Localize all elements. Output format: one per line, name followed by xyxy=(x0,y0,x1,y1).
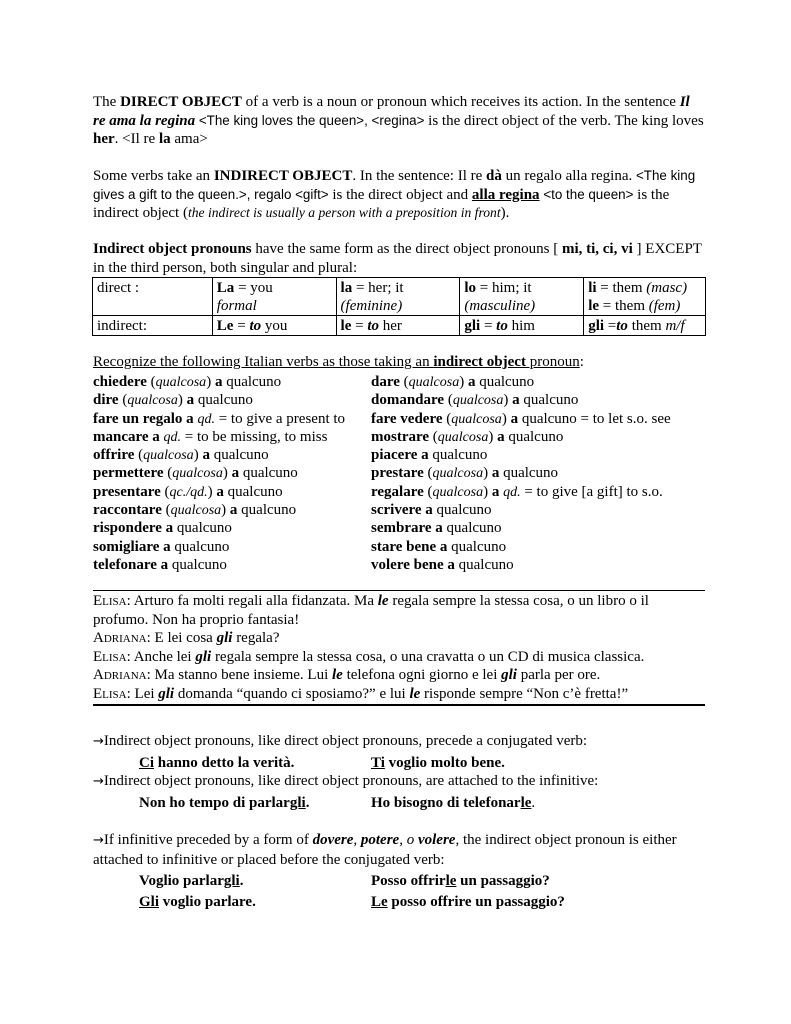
note: (fem) xyxy=(648,298,681,314)
bold-word: la xyxy=(158,131,171,147)
table-cell xyxy=(212,278,336,316)
preposition: a xyxy=(510,410,519,427)
verb: chiedere xyxy=(93,374,147,390)
verb: telefonare a xyxy=(93,556,169,573)
example: Non ho tempo di parlar xyxy=(139,794,290,811)
verb: stare bene a xyxy=(371,538,448,555)
text: qualcuno xyxy=(237,502,297,519)
verb: permettere xyxy=(93,465,164,482)
meaning: = them xyxy=(599,298,649,314)
object-note: qualcosa xyxy=(408,375,460,390)
text: is the direct object of the verb. The king loves xyxy=(424,112,704,129)
text: is the direct object and xyxy=(328,186,472,203)
text: qualcuno xyxy=(442,520,502,537)
text: qualcuno xyxy=(173,520,232,537)
text: have the same form as the direct object pronouns [ xyxy=(251,241,562,257)
pronoun: le xyxy=(445,873,457,889)
object-note: qualcosa xyxy=(170,503,222,519)
verb: volere xyxy=(417,832,456,848)
pronoun: le xyxy=(377,593,389,609)
text: = xyxy=(351,318,368,334)
text: . In the sentence: Il re xyxy=(352,168,487,184)
text: ( xyxy=(161,502,171,519)
translation: <The king gives a gift to the queen.>, regalo <gift> xyxy=(93,168,696,202)
pronoun: gli xyxy=(289,794,306,811)
text: ( xyxy=(444,392,453,409)
preposition: a xyxy=(229,502,238,519)
verb: mancare a xyxy=(93,428,160,445)
meaning: = you xyxy=(234,280,273,296)
text: ( xyxy=(163,465,173,482)
text: . xyxy=(239,873,244,889)
verb: volere bene a xyxy=(371,556,455,573)
text: : Anche lei xyxy=(126,648,196,665)
verb: sembrare a xyxy=(371,520,443,537)
text: ) xyxy=(483,465,492,482)
meaning: you xyxy=(261,318,288,334)
text: qualcuno xyxy=(209,447,269,464)
preposition: a xyxy=(491,483,500,500)
verb: raccontare xyxy=(93,502,162,519)
text: ) xyxy=(206,374,215,390)
example-sentence: Il re ama la regina xyxy=(93,94,690,129)
speaker: Adriana xyxy=(93,630,147,646)
text: Some verbs take an xyxy=(93,168,214,184)
bold-term: DIRECT OBJECT xyxy=(120,94,242,110)
preposition: a xyxy=(512,392,520,409)
table-cell xyxy=(336,278,460,316)
preposition: a xyxy=(202,447,210,464)
text: ( xyxy=(399,374,409,390)
text: regala? xyxy=(232,630,280,646)
dialogue-box xyxy=(93,590,705,706)
text: regala sempre la stessa cosa, o una cravatta o un CD di musica classica. xyxy=(211,648,645,665)
text: pronoun xyxy=(525,354,580,370)
object-note: qualcosa xyxy=(452,393,504,409)
text: . xyxy=(531,794,536,811)
table-cell xyxy=(93,278,213,316)
speaker: Elisa xyxy=(93,593,127,609)
text: . xyxy=(305,794,310,811)
meaning: her xyxy=(379,318,402,334)
text: qualcuno xyxy=(519,392,579,409)
text: = to give a present to xyxy=(214,410,346,427)
text: o xyxy=(406,832,415,848)
example: Posso offrir xyxy=(371,873,446,889)
note: m/f xyxy=(665,318,685,334)
object-note: qd. xyxy=(197,411,215,427)
translation: <The king loves the queen>, <regina> xyxy=(198,112,425,128)
object-note: qualcosa xyxy=(451,411,502,427)
verb: dovere xyxy=(312,832,354,848)
pronoun: gli xyxy=(464,318,481,334)
pronoun: le xyxy=(588,298,600,314)
list-item xyxy=(93,483,705,501)
text: ] EXCEPT in the third person, both singular and plural: xyxy=(93,241,702,276)
table-row xyxy=(93,278,706,316)
list-item xyxy=(93,556,705,574)
text: domanda “quando ci sposiamo?” e lui xyxy=(174,685,410,702)
table-cell xyxy=(584,316,706,336)
meaning: them xyxy=(627,318,666,334)
table-row xyxy=(93,316,706,336)
text: ) xyxy=(459,374,468,390)
pronoun-table xyxy=(92,277,706,336)
text: ) xyxy=(177,392,187,409)
list-item xyxy=(93,446,705,464)
example-row xyxy=(93,872,705,891)
speaker: Elisa xyxy=(93,648,127,665)
example: Ho bisogno di telefonar xyxy=(371,794,521,811)
example: un passaggio? xyxy=(456,873,550,889)
example: Voglio parlar xyxy=(139,873,224,889)
preposition: a xyxy=(186,392,195,409)
verb: somigliare a xyxy=(93,538,171,555)
pronoun: gli xyxy=(501,667,517,683)
text: Indirect object pronouns, like direct object pronouns, precede a conjugated verb: xyxy=(103,733,588,749)
recognize-heading xyxy=(93,353,705,372)
pronoun-list: mi, ti, ci, vi xyxy=(561,241,633,257)
text: : xyxy=(579,354,584,370)
text: qualcuno xyxy=(223,483,283,500)
dialogue-line xyxy=(93,592,705,629)
list-item xyxy=(93,501,705,519)
text: ) xyxy=(207,483,217,500)
text: risponde sempre “Non c’è fretta!” xyxy=(420,685,629,702)
text: qualcuno xyxy=(194,392,253,409)
pronoun: gli xyxy=(223,873,240,889)
list-item xyxy=(93,464,705,482)
bold-word: her xyxy=(93,131,115,147)
text: qualcuno xyxy=(447,538,507,555)
object-note: qd. xyxy=(503,484,521,500)
bold-word: dà xyxy=(486,168,502,184)
verb: prestare xyxy=(371,465,424,482)
text: , xyxy=(353,832,361,848)
text: qualcuno xyxy=(222,374,282,390)
pronoun: le xyxy=(520,794,532,811)
text: ( xyxy=(423,483,433,500)
table-cell xyxy=(460,316,584,336)
meaning: = her; it xyxy=(352,280,404,296)
preposition: to xyxy=(616,318,628,334)
text: The xyxy=(93,94,121,110)
dialogue-line xyxy=(93,666,705,685)
note: (feminine) xyxy=(340,298,403,314)
list-item xyxy=(93,410,705,428)
pronoun: le xyxy=(332,667,343,683)
note: (masculine) xyxy=(464,298,536,314)
text: , the indirect object pronoun is either attached to infinitive or placed before the conjugated verb: xyxy=(93,832,677,868)
text: If infinitive preceded by a form of xyxy=(103,832,313,848)
table-cell xyxy=(93,316,213,336)
object-note: qc./qd. xyxy=(169,484,208,500)
text: Recognize the following Italian verbs as those taking an xyxy=(93,354,434,370)
table-cell xyxy=(336,316,460,336)
preposition: a xyxy=(467,374,476,390)
verb: presentare xyxy=(93,483,161,500)
preposition: a xyxy=(216,483,224,500)
meaning: = him; it xyxy=(476,280,532,296)
object-note: qualcosa xyxy=(432,484,484,500)
text: ( xyxy=(146,374,156,390)
text: is the indirect object ( xyxy=(93,186,670,221)
dialogue-line xyxy=(93,629,705,648)
example: hanno detto la verità. xyxy=(154,754,295,771)
text: ) xyxy=(221,502,230,519)
pronoun: la xyxy=(340,280,353,296)
object-note: qualcosa xyxy=(155,375,207,390)
pronoun: le xyxy=(340,318,352,334)
text: ) xyxy=(501,410,511,427)
table-cell xyxy=(212,316,336,336)
pronoun: gli xyxy=(216,630,233,646)
text: = xyxy=(233,318,250,334)
list-item xyxy=(93,428,705,446)
text: parla per ore. xyxy=(516,667,601,683)
text: = to give [a gift] to s.o. xyxy=(520,483,663,500)
text: telefona ogni giorno e lei xyxy=(342,667,502,683)
text: ) xyxy=(193,447,203,464)
text: qualcuno xyxy=(428,447,488,464)
rule-line xyxy=(93,772,705,792)
preposition: a xyxy=(231,465,240,482)
example: voglio parlare. xyxy=(159,893,256,910)
pronoun: Gli xyxy=(139,893,160,910)
list-item xyxy=(93,538,705,556)
verb-list xyxy=(93,373,705,574)
example-row xyxy=(93,794,705,813)
note: formal xyxy=(216,298,257,314)
list-item xyxy=(93,519,705,537)
pronoun: Le xyxy=(216,318,234,334)
preposition: to xyxy=(367,318,380,334)
text: un regalo alla regina. xyxy=(501,168,636,184)
pronoun: Ci xyxy=(139,754,154,771)
object-note: qualcosa xyxy=(437,429,489,445)
text: of a verb is a noun or pronoun which receives its action. In the sentence xyxy=(241,94,680,110)
text: : Arturo fa molti regali alla fidanzata. Ma xyxy=(126,593,378,609)
verb: scrivere a xyxy=(371,502,433,519)
arrow-icon: → xyxy=(93,833,104,848)
text: ( xyxy=(118,392,128,409)
bold-term: indirect object xyxy=(433,354,526,370)
verb: offrire xyxy=(93,447,135,464)
text: ) xyxy=(503,392,513,409)
list-item xyxy=(93,391,705,409)
rules-section xyxy=(93,732,705,911)
object-note: qd. xyxy=(163,429,182,445)
dialogue-line xyxy=(93,685,705,704)
text: qualcuno xyxy=(504,428,564,445)
pronoun: La xyxy=(216,280,235,296)
text: qualcuno xyxy=(475,374,535,390)
text: qualcuno xyxy=(454,556,514,573)
text: ( xyxy=(442,410,452,427)
list-item xyxy=(93,373,705,391)
pronoun: gli xyxy=(588,318,605,334)
text: qualcuno = to let s.o. see xyxy=(518,410,671,427)
example: posso offrire un passaggio? xyxy=(387,893,565,910)
text: qualcuno xyxy=(499,465,559,482)
preposition: to xyxy=(249,318,262,334)
verb: rispondere a xyxy=(93,520,174,537)
text: ama> xyxy=(170,131,208,147)
arrow-icon: → xyxy=(93,734,104,749)
text: ). xyxy=(500,205,510,221)
table-cell xyxy=(584,278,706,316)
pronoun: le xyxy=(409,685,421,702)
meaning: him xyxy=(507,318,535,334)
rule-line xyxy=(93,732,705,752)
verb: dare xyxy=(371,374,400,390)
text: ( xyxy=(429,428,438,445)
example-row xyxy=(93,893,705,912)
text: ( xyxy=(160,483,170,500)
text: : Ma stanno bene insieme. Lui xyxy=(146,667,332,683)
example: voglio molto bene. xyxy=(384,754,505,771)
text: ) xyxy=(488,428,498,445)
dialogue-line xyxy=(93,648,705,667)
preposition: a xyxy=(214,374,223,390)
example-row xyxy=(93,754,705,773)
underlined-phrase: alla regina xyxy=(471,186,540,203)
object-note: qualcosa xyxy=(127,393,178,409)
text: : E lei cosa xyxy=(146,630,217,646)
text: = xyxy=(604,318,617,334)
verb: piacere a xyxy=(371,447,429,464)
text: Indirect object pronouns, like direct object pronouns, are attached to the infinitive: xyxy=(103,773,599,789)
text: ) xyxy=(483,483,492,500)
text: , xyxy=(399,832,407,848)
verb: potere xyxy=(360,832,400,848)
preposition: a xyxy=(497,428,505,445)
cell-label: indirect: xyxy=(97,318,147,334)
pronoun: gli xyxy=(158,685,175,702)
pronoun: gli xyxy=(195,648,212,665)
text: . <Il re xyxy=(114,131,159,147)
note: (masc) xyxy=(646,280,688,296)
speaker: Adriana xyxy=(93,667,147,683)
verb: fare vedere xyxy=(371,410,443,427)
text: qualcuno xyxy=(170,538,230,555)
object-note: qualcosa xyxy=(143,448,194,464)
text: ( xyxy=(134,447,144,464)
text: qualcuno xyxy=(432,502,492,519)
verb: regalare xyxy=(371,483,424,500)
text: ) xyxy=(222,465,232,482)
translation: <to the queen> xyxy=(543,186,634,202)
preposition: to xyxy=(496,318,508,334)
cell-label: direct : xyxy=(97,280,140,296)
text: = to be missing, to miss xyxy=(181,428,328,445)
pronoun: Ti xyxy=(371,754,385,771)
text: regala sempre la stessa cosa, o un libro o il profumo. Non ha proprio fantasia! xyxy=(93,593,649,628)
bold-term: INDIRECT OBJECT xyxy=(213,168,353,184)
verb: fare un regalo a xyxy=(93,410,194,427)
italic-note: the indirect is usually a person with a preposition in front xyxy=(187,205,501,220)
object-note: qualcosa xyxy=(432,466,484,482)
bold-term: Indirect object pronouns xyxy=(93,241,252,257)
text: = xyxy=(480,318,497,334)
preposition: a xyxy=(491,465,500,482)
speaker: Elisa xyxy=(93,685,127,702)
verb: mostrare xyxy=(371,428,430,445)
pronouns-intro-paragraph xyxy=(93,240,705,277)
pronoun: li xyxy=(588,280,597,296)
direct-object-paragraph xyxy=(93,93,705,149)
text: qualcuno xyxy=(239,465,298,482)
table-cell xyxy=(460,278,584,316)
verb: dire xyxy=(93,392,119,409)
pronoun: Le xyxy=(371,893,388,910)
verb: domandare xyxy=(371,392,445,409)
pronoun: lo xyxy=(464,280,477,296)
text: : Lei xyxy=(126,685,159,702)
meaning: = them xyxy=(596,280,647,296)
object-note: qualcosa xyxy=(172,466,223,482)
text: ( xyxy=(423,465,433,482)
indirect-object-paragraph xyxy=(93,167,705,223)
text: qualcuno xyxy=(168,556,227,573)
arrow-icon: → xyxy=(93,774,104,789)
rule-line xyxy=(93,831,705,869)
